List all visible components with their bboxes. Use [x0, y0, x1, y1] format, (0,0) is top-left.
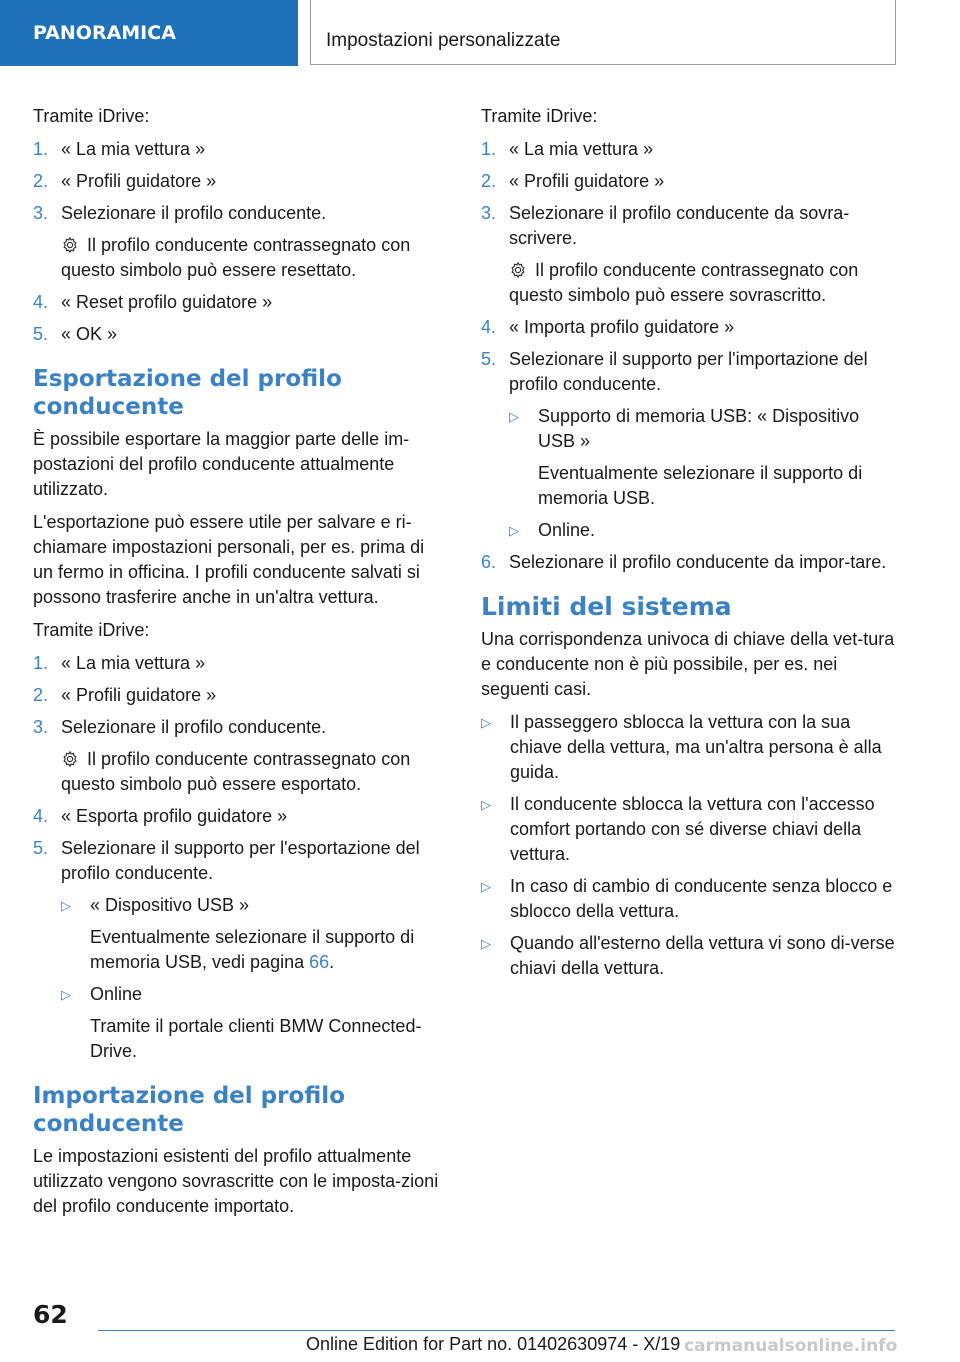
section-heading: Esportazione del profilo conducente [33, 366, 342, 420]
sub-list [509, 404, 896, 543]
step-item: 6. Selezionare il profilo conducente da impor-tare. [481, 552, 887, 572]
intro-text: Tramite iDrive: [481, 106, 598, 126]
paragraph: È possibile esportare la maggior parte delle im-postazioni del profilo conducente attualmente utilizzato. [33, 429, 410, 499]
section-tab[interactable]: PANORAMICA [0, 0, 298, 66]
step-item: 4. « Importa profilo guidatore » [481, 317, 735, 337]
list-item: ▷ Quando all'esterno della vettura vi sono di-verse chiavi della vettura. [481, 933, 895, 978]
list-item: ▷ Online [61, 982, 448, 1007]
step-item: 3. Selezionare il profilo conducente. [33, 203, 327, 223]
intro-text: Tramite iDrive: [33, 620, 150, 640]
step-item: 1. « La mia vettura » [481, 139, 654, 159]
triangle-icon: ▷ [509, 409, 519, 424]
step-item: 2. « Profili guidatore » [481, 171, 665, 191]
profile-note: Il profilo conducente contrassegnato con questo simbolo può essere esportato. [61, 749, 411, 794]
usb-note: Eventualmente selezionare il supporto di memoria USB. [538, 463, 863, 508]
triangle-icon: ▷ [61, 987, 71, 1002]
left-column [33, 104, 448, 1227]
step-item: 5. Selezionare il supporto per l'esportazione del profilo conducente. [33, 838, 420, 883]
list-item: ▷ Online. [509, 518, 896, 543]
gear-icon [509, 261, 527, 279]
edition-text: Online Edition for Part no. 01402630974 - X/19 [306, 1334, 681, 1354]
step-item: 3. Selezionare il profilo conducente. [33, 717, 327, 737]
paragraph: L'esportazione può essere utile per salvare e ri-chiamare impostazioni personali, per es. prima di un fermo in officina. I profili conducente salvati si possono trasferire anche in un'altra vettura. [33, 512, 425, 607]
list-item: ▷ Il conducente sblocca la vettura con l'accesso comfort portando con sé diverse chiavi della vettura. [481, 794, 875, 864]
gear-icon [61, 750, 79, 768]
step-item: 2. « Profili guidatore » [33, 171, 217, 191]
page-link[interactable]: 66 [309, 952, 330, 972]
triangle-icon: ▷ [509, 523, 519, 538]
step-item: 4. « Esporta profilo guidatore » [33, 806, 288, 826]
step-item: 5. Selezionare il supporto per l'importazione del profilo conducente. [481, 349, 868, 394]
step-item: 2. « Profili guidatore » [33, 685, 217, 705]
step-item: 1. « La mia vettura » [33, 139, 206, 159]
step-item: 4. « Reset profilo guidatore » [33, 292, 273, 312]
step-item: 3. Selezionare il profilo conducente da sovra-scrivere. [481, 203, 850, 248]
list-item: ▷ Il passeggero sblocca la vettura con la sua chiave della vettura, ma un'altra persona è alla guida. [481, 712, 882, 782]
list-item: ▷ « Dispositivo USB » [61, 893, 448, 918]
section-heading: Importazione del profilo conducente [33, 1083, 345, 1137]
list-item: ▷ Supporto di memoria USB: « Dispositivo USB » [509, 406, 860, 451]
step-item: 5. « OK » [33, 324, 118, 344]
sub-list [61, 893, 448, 1064]
gear-icon [61, 236, 79, 254]
page-number: 62 [33, 1300, 68, 1329]
paragraph: Le impostazioni esistenti del profilo attualmente utilizzato vengono sovrascritte con le imposta-zioni del profilo conducente importato. [33, 1146, 439, 1216]
profile-note: Il profilo conducente contrassegnato con questo simbolo può essere resettato. [61, 235, 411, 280]
profile-note: Il profilo conducente contrassegnato con questo simbolo può essere sovrascritto. [509, 260, 859, 305]
online-note: Tramite il portale clienti BMW Connected-Drive. [90, 1016, 422, 1061]
chapter-title: Impostazioni personalizzate [310, 0, 896, 65]
triangle-icon: ▷ [481, 715, 491, 730]
paragraph: Una corrispondenza univoca di chiave della vet-tura e conducente non è più possibile, per es. nei seguenti casi. [481, 629, 895, 699]
right-column [481, 104, 896, 988]
triangle-icon: ▷ [481, 936, 491, 951]
footer-divider [98, 1330, 895, 1331]
list-item: ▷ In caso di cambio di conducente senza blocco e sblocco della vettura. [481, 876, 893, 921]
step-item: 1. « La mia vettura » [33, 653, 206, 673]
intro-text: Tramite iDrive: [33, 106, 150, 126]
section-heading: Limiti del sistema [481, 592, 732, 621]
page-header [0, 0, 960, 66]
usb-note: Eventualmente selezionare il supporto di memoria USB, vedi pagina 66. [90, 927, 415, 972]
triangle-icon: ▷ [61, 898, 71, 913]
watermark: carmanualsonline.info [684, 1336, 898, 1356]
triangle-icon: ▷ [481, 879, 491, 894]
triangle-icon: ▷ [481, 797, 491, 812]
